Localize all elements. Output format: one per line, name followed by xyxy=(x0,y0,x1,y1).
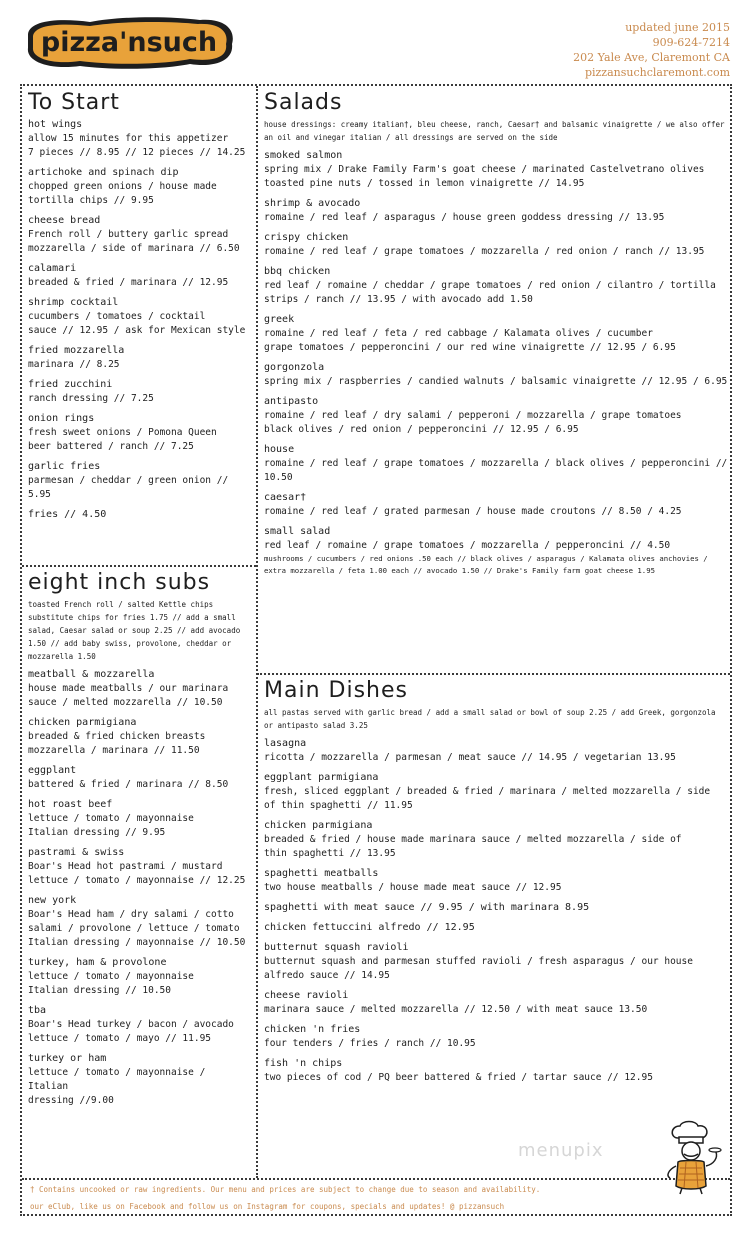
menu-item-description: Boar's Head ham / dry salami / cotto salami / provolone / lettuce / tomato Italian dressing / mayonnaise // 10.50 xyxy=(28,909,246,948)
contact-block xyxy=(573,20,730,80)
logo-badge xyxy=(20,12,238,72)
menu-item xyxy=(264,921,728,935)
subs-intro: toasted French roll / salted Kettle chips substitute chips for fries 1.75 // add a small salad, Caesar salad or soup 2.25 // add avocado 1.50 // add baby swiss, provolone, cheddar or mozzarella 1.50 xyxy=(28,600,241,661)
menu-item xyxy=(264,491,728,519)
menu-item-description: chopped green onions / house made tortilla chips // 9.95 xyxy=(28,181,217,206)
menu-item-name: calamari xyxy=(28,263,77,274)
menu-item-description: battered & fried / marinara // 8.50 xyxy=(28,779,229,790)
menu-item-name: crispy chicken xyxy=(264,232,349,243)
to-start-list xyxy=(28,118,250,522)
menu-item-description: four tenders / fries / ranch // 10.95 xyxy=(264,1038,476,1049)
column-divider xyxy=(256,86,258,1178)
menu-item-name: cheese bread xyxy=(28,215,101,226)
menu-item-name: chicken parmigiana xyxy=(264,820,373,831)
menu-item-name: fries // 4.50 xyxy=(28,509,107,520)
menu-item-name: smoked salmon xyxy=(264,150,343,161)
menu-item-description: romaine / red leaf / grated parmesan / house made croutons // 8.50 / 4.25 xyxy=(264,506,682,517)
menu-item xyxy=(28,764,250,792)
menu-item-description: breaded & fried / house made marinara sauce / melted mozzarella / side of thin spaghetti // 13.95 xyxy=(264,834,682,859)
menu-item xyxy=(264,395,728,437)
section-title-to-start: To Start xyxy=(28,90,120,115)
menu-item xyxy=(28,1052,250,1108)
footer-social: our eClub, like us on Facebook and follow us on Instagram for coupons, specials and updates! @ pizzansuch xyxy=(30,1202,505,1211)
footer-divider xyxy=(22,1178,730,1180)
menu-item xyxy=(264,737,728,765)
menu-item-description: red leaf / romaine / cheddar / grape tomatoes / red onion / cilantro / tortilla strips / ranch // 13.95 / with avocado add 1.50 xyxy=(264,280,716,305)
logo xyxy=(20,12,238,72)
menu-item xyxy=(264,361,728,389)
menu-item-description: allow 15 minutes for this appetizer 7 pieces // 8.95 // 12 pieces // 14.25 xyxy=(28,133,246,158)
menu-item-name: hot wings xyxy=(28,119,83,130)
menu-item-name: meatball & mozzarella xyxy=(28,669,155,680)
mains-intro: all pastas served with garlic bread / add a small salad or bowl of soup 2.25 / add Greek, gorgonzola or antipasto salad 3.25 xyxy=(264,708,716,730)
menu-item xyxy=(28,668,250,710)
menu-item-name: lasagna xyxy=(264,738,307,749)
menu-item-name: fish 'n chips xyxy=(264,1058,343,1069)
menu-item-description: French roll / buttery garlic spread mozzarella / side of marinara // 6.50 xyxy=(28,229,240,254)
menu-item-description: spring mix / Drake Family Farm's goat cheese / marinated Castelvetrano olives toasted pine nuts / tossed in lemon vinaigrette // 14.95 xyxy=(264,164,705,189)
menu-item-description: Boar's Head hot pastrami / mustard lettuce / tomato / mayonnaise // 12.25 xyxy=(28,861,246,886)
menu-item-name: pastrami & swiss xyxy=(28,847,125,858)
menu-item-name: hot roast beef xyxy=(28,799,113,810)
menu-item xyxy=(28,508,250,522)
section-title-subs: eight inch subs xyxy=(28,570,211,595)
menu-item xyxy=(28,118,250,160)
menu-item-description: romaine / red leaf / grape tomatoes / mozzarella / black olives / pepperoncini // 10.50 xyxy=(264,458,728,483)
menu-item-name: shrimp & avocado xyxy=(264,198,361,209)
menu-item-description: parmesan / cheddar / green onion // 5.95 xyxy=(28,475,229,500)
menu-item-name: caesar† xyxy=(264,492,307,503)
menu-item xyxy=(264,525,728,577)
menu-item-description: marinara // 8.25 xyxy=(28,359,120,370)
menu-item xyxy=(28,214,250,256)
menu-item-description: fresh sweet onions / Pomona Queen beer battered / ranch // 7.25 xyxy=(28,427,217,452)
menu-item-description: two pieces of cod / PQ beer battered & fried / tartar sauce // 12.95 xyxy=(264,1072,653,1083)
menu-item xyxy=(264,867,728,895)
mains-section xyxy=(264,676,728,1176)
menu-item xyxy=(28,894,250,950)
left-section-divider xyxy=(22,565,256,567)
menu-item-description: romaine / red leaf / feta / red cabbage / Kalamata olives / cucumber grape tomatoes / pepperoncini / our red wine vinaigrette // 12.95 / 6.95 xyxy=(264,328,676,353)
menu-item-description: two house meatballs / house made meat sauce // 12.95 xyxy=(264,882,562,893)
menu-item-description: Boar's Head turkey / bacon / avocado lettuce / tomato / mayo // 11.95 xyxy=(28,1019,234,1044)
menu-item-name: small salad xyxy=(264,526,331,537)
menu-item-name: eggplant parmigiana xyxy=(264,772,379,783)
menu-item-description: breaded & fried chicken breasts mozzarella / marinara // 11.50 xyxy=(28,731,206,756)
menu-item xyxy=(264,265,728,307)
menu-item-description: romaine / red leaf / asparagus / house green goddess dressing // 13.95 xyxy=(264,212,665,223)
menu-item-name: bbq chicken xyxy=(264,266,331,277)
menu-item-name: turkey or ham xyxy=(28,1053,107,1064)
menu-item-name: spaghetti meatballs xyxy=(264,868,379,879)
menu-item-name: house xyxy=(264,444,295,455)
menu-item xyxy=(264,231,728,259)
to-start-section xyxy=(28,88,250,564)
menu-item-name: shrimp cocktail xyxy=(28,297,119,308)
menu-item xyxy=(28,344,250,372)
menu-item xyxy=(264,149,728,191)
menu-item-name: antipasto xyxy=(264,396,319,407)
menu-item-description: lettuce / tomato / mayonnaise / Italian dressing //9.00 xyxy=(28,1067,206,1106)
menu-item-description: fresh, sliced eggplant / breaded & fried / marinara / melted mozzarella / side of thin spaghetti // 11.95 xyxy=(264,786,711,811)
phone-number[interactable]: 909-624-7214 xyxy=(652,36,730,49)
section-title-salads: Salads xyxy=(264,90,343,115)
menu-item xyxy=(28,956,250,998)
menu-item-description: cucumbers / tomatoes / cocktail sauce // 12.95 / ask for Mexican style xyxy=(28,311,246,336)
menu-item xyxy=(264,989,728,1017)
menu-item-name: greek xyxy=(264,314,295,325)
subs-section xyxy=(28,568,250,1176)
menu-item-name: tba xyxy=(28,1005,47,1016)
menu-item-name: fried zucchini xyxy=(28,379,113,390)
salads-list xyxy=(264,149,728,577)
menu-item xyxy=(28,716,250,758)
menu-item xyxy=(264,443,728,485)
menu-item-name: garlic fries xyxy=(28,461,101,472)
menu-item xyxy=(28,378,250,406)
menu-item xyxy=(264,1023,728,1051)
menu-item-name: eggplant xyxy=(28,765,77,776)
section-title-mains: Main Dishes xyxy=(264,678,408,703)
menu-item-description: lettuce / tomato / mayonnaise Italian dressing // 10.50 xyxy=(28,971,194,996)
menu-item xyxy=(28,166,250,208)
menu-item-extras: mushrooms / cucumbers / red onions .50 each // black olives / asparagus / Kalamata olives anchovies / extra mozzarella / feta 1.00 each // avocado 1.50 // Drake's Family farm goat cheese 1.95 xyxy=(264,554,708,575)
menu-item xyxy=(28,1004,250,1046)
logo-text: pizza'nsuch xyxy=(40,27,218,58)
menu-item-name: new york xyxy=(28,895,77,906)
menu-item xyxy=(264,197,728,225)
menu-item xyxy=(28,798,250,840)
menu-item-name: spaghetti with meat sauce // 9.95 / with marinara 8.95 xyxy=(264,902,590,913)
menu-item xyxy=(264,941,728,983)
menu-item-name: chicken 'n fries xyxy=(264,1024,361,1035)
menu-item xyxy=(264,901,728,915)
menu-item-description: ricotta / mozzarella / parmesan / meat sauce // 14.95 / vegetarian 13.95 xyxy=(264,752,676,763)
menu-item-description: house made meatballs / our marinara sauce / melted mozzarella // 10.50 xyxy=(28,683,229,708)
menu-item-description: butternut squash and parmesan stuffed ravioli / fresh asparagus / our house alfredo sauce // 14.95 xyxy=(264,956,693,981)
menu-item-description: breaded & fried / marinara // 12.95 xyxy=(28,277,229,288)
menu-item xyxy=(28,460,250,502)
menu-item-name: butternut squash ravioli xyxy=(264,942,409,953)
menu-item xyxy=(28,412,250,454)
menu-item-description: red leaf / romaine / grape tomatoes / mozzarella / pepperoncini // 4.50 xyxy=(264,540,671,551)
header xyxy=(0,0,750,82)
subs-list xyxy=(28,668,250,1108)
menu-item-name: artichoke and spinach dip xyxy=(28,167,179,178)
watermark: menupix xyxy=(518,1140,604,1161)
menu-item-description: spring mix / raspberries / candied walnuts / balsamic vinaigrette // 12.95 / 6.95 xyxy=(264,376,728,387)
salads-intro: house dressings: creamy italian†, bleu cheese, ranch, Caesar† and balsamic vinaigrette / we also offer an oil and vinegar italian / all dressings are served on the side xyxy=(264,120,725,142)
menu-item-name: chicken fettuccini alfredo // 12.95 xyxy=(264,922,475,933)
menu-item xyxy=(264,819,728,861)
mains-list xyxy=(264,737,728,1085)
menu-item-name: chicken parmigiana xyxy=(28,717,137,728)
menu-item xyxy=(28,846,250,888)
menu-item-description: ranch dressing // 7.25 xyxy=(28,393,154,404)
salads-section xyxy=(264,88,728,674)
menu-item xyxy=(264,771,728,813)
menu-item xyxy=(28,296,250,338)
menu-item-name: fried mozzarella xyxy=(28,345,125,356)
menu-item-description: romaine / red leaf / grape tomatoes / mozzarella / red onion / ranch // 13.95 xyxy=(264,246,705,257)
menu-item-description: marinara sauce / melted mozzarella // 12.50 / with meat sauce 13.50 xyxy=(264,1004,648,1015)
footer-disclaimer: † Contains uncooked or raw ingredients. Our menu and prices are subject to change due to season and availability. xyxy=(30,1185,541,1194)
menu-item-name: gorgonzola xyxy=(264,362,325,373)
updated-date: updated june 2015 xyxy=(625,21,730,34)
address: 202 Yale Ave, Claremont CA xyxy=(573,51,730,64)
menu-item xyxy=(264,313,728,355)
menu-item-name: cheese ravioli xyxy=(264,990,349,1001)
website-link[interactable]: pizzansuchclaremont.com xyxy=(584,66,730,79)
menu-item-name: onion rings xyxy=(28,413,95,424)
menu-item xyxy=(264,1057,728,1085)
menu-item-name: turkey, ham & provolone xyxy=(28,957,167,968)
menu-item xyxy=(28,262,250,290)
menu-item-description: romaine / red leaf / dry salami / pepperoni / mozzarella / grape tomatoes black olives / red onion / pepperoncini // 12.95 / 6.95 xyxy=(264,410,682,435)
menu-item-description: lettuce / tomato / mayonnaise Italian dressing // 9.95 xyxy=(28,813,194,838)
footer xyxy=(30,1181,720,1215)
